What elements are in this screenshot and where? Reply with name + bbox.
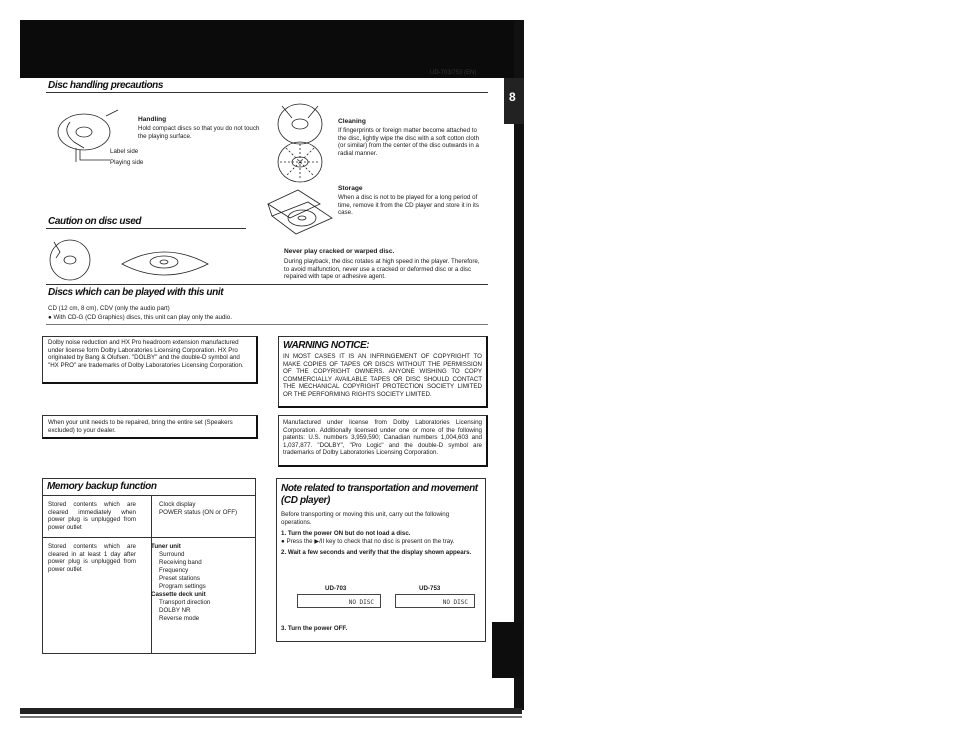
language-tab: [492, 622, 522, 678]
transport-box: [276, 478, 486, 642]
transport-title-1: Note related to transportation and movement: [281, 483, 478, 494]
cassette-item-2: DOLBY NR: [159, 607, 191, 614]
memory-title: Memory backup function: [47, 481, 157, 492]
disc-handling-title: Disc handling precautions: [48, 80, 164, 91]
playing-side-caption: Playing side: [110, 159, 144, 166]
section-tab-glyph: 8: [509, 90, 516, 104]
memory-title-rule: [43, 495, 255, 496]
ud703-display-text: NO DISC: [348, 599, 374, 606]
bullet-icon: ●: [281, 537, 287, 545]
memory-row-rule: [43, 537, 255, 538]
cleaning-illustration: [272, 100, 332, 186]
cleaning-heading: Cleaning: [338, 118, 366, 125]
bottom-band: [20, 708, 522, 714]
discs-top-rule: [46, 284, 488, 285]
handling-illustration: [50, 108, 130, 166]
cassette-item-3: Reverse mode: [159, 615, 200, 622]
dolby-hx-box: [42, 336, 258, 384]
transport-step-1-sub: Press the ▶/II key to check that no disc is present on the tray.: [286, 537, 455, 545]
handling-heading: Handling: [138, 116, 167, 123]
memory-row2-left: Stored contents which are cleared in at least 1 day after power plug is unplugged from power outlet: [48, 543, 136, 573]
tuner-item-4: Preset stations: [159, 575, 200, 582]
bottom-rule: [20, 716, 522, 718]
transport-step-1-sub-wrap: [277, 538, 485, 546]
model-label: UD-703/753 (EN): [430, 70, 477, 76]
dolby-license-box: [278, 415, 488, 467]
caution-text: During playback, the disc rotates at high speed in the player. Therefore, to avoid malfunction, never use a cracked or deformed disc or a disc repaired with tape or adhesive agent.: [284, 258, 480, 280]
handling-text: Hold compact discs so that you do not touch the playing surface.: [138, 125, 260, 140]
storage-text: When a disc is not to be played for a long period of time, remove it from the CD player and store it in its case.: [338, 194, 479, 217]
dolby-hx-text: Dolby noise reduction and HX Pro headroom extension manufactured under license form Dolby Laboratories Licensing Corporation. HX Pro originated by Bang & Olufsen. "DOLBY" and the double-D symbol and "HX PRO" are trademarks of Dolby Laboratories Licensing Corporation.: [48, 339, 244, 369]
transport-step-2: 2. Wait a few seconds and verify that the display shown appears.: [281, 549, 472, 557]
memory-row1-item-2: POWER status (ON or OFF): [159, 509, 238, 516]
storage-illustration: [262, 186, 336, 242]
caution-rule: [46, 228, 246, 229]
ud753-display-text: NO DISC: [442, 599, 468, 606]
memory-row1-item-1: Clock display: [159, 501, 196, 508]
discs-bottom-rule: [46, 324, 488, 325]
tuner-item-2: Receiving band: [159, 559, 202, 566]
memory-divider: [151, 495, 152, 653]
ud703-label: UD-703: [325, 585, 347, 592]
warning-box: [278, 336, 488, 408]
label-side-caption: Label side: [110, 148, 139, 155]
transport-step-3: 3. Turn the power OFF.: [281, 625, 348, 632]
storage-heading: Storage: [338, 185, 363, 192]
repair-text: When your unit needs to be repaired, bring the entire set (Speakers excluded) to your dealer.: [48, 419, 233, 434]
ud753-label: UD-753: [419, 585, 441, 592]
tuner-item-3: Frequency: [159, 567, 189, 574]
caution-title: Caution on disc used: [48, 216, 142, 227]
ud753-display: [395, 594, 475, 608]
disc-handling-rule: [46, 92, 488, 93]
dolby-license-text: Manufactured under license from Dolby Laboratories Licensing Corporation. Additionally licensed under one or more of the following patents: U.S. numbers 3,959,590; Canadian numbers 1,004,603 and 1,037,877. "DOLBY", "Pro Logic" and the double-D symbol are trademarks of Dolby Laboratories Licensing Corporation.: [283, 419, 482, 457]
ud703-display: [297, 594, 381, 608]
repair-box: [42, 415, 258, 439]
tuner-item-1: Surround: [159, 551, 185, 558]
bullet-icon: ●: [48, 314, 54, 321]
transport-step-1: 1. Turn the power ON but do not load a disc.: [281, 530, 411, 538]
discs-line-1: CD (12 cm, 8 cm), CDV (only the audio part): [48, 305, 170, 312]
warning-text: IN MOST CASES IT IS AN INFRINGEMENT OF COPYRIGHT TO MAKE COPIES OF TAPES OR DISCS WITHOUT THE PERMISSION OF THE COPYRIGHT OWNERS. ANYONE WISHING TO COPY COMMERCIALLY AVAILABLE TAPES OR DISC SHOULD CONTACT THE MECHANICAL COPYRIGHT PROTECTION SOCIETY LIMITED OR THE PERFORMING RIGHTS SOCIETY LIMITED.: [283, 353, 482, 398]
discs-line-2: With CD-G (CD Graphics) discs, this unit can play only the audio.: [53, 314, 232, 321]
cleaning-text: If fingerprints or foreign matter become attached to the disc, lightly wipe the disc with a soft cotton cloth (or similar) from the center of the disc outwards in a radial manner.: [338, 127, 480, 157]
discs-playable-title: Discs which can be played with this unit: [48, 287, 224, 298]
warning-title: WARNING NOTICE:: [283, 340, 370, 351]
tuner-heading: Tuner unit: [151, 543, 181, 550]
caution-illustration: [46, 238, 216, 284]
discs-line-2-wrap: [48, 314, 232, 322]
caution-heading: Never play cracked or warped disc.: [284, 248, 395, 255]
transport-title-2: (CD player): [281, 495, 330, 506]
cassette-heading: Cassette deck unit: [151, 591, 206, 598]
memory-backup-box: [42, 478, 256, 654]
memory-row1-left: Stored contents which are cleared immediately when power plug is unplugged from power outlet: [48, 501, 136, 531]
cassette-item-1: Transport direction: [159, 599, 211, 606]
tuner-item-5: Program settings: [159, 583, 206, 590]
transport-intro: Before transporting or moving this unit, carry out the following operations.: [281, 511, 450, 526]
